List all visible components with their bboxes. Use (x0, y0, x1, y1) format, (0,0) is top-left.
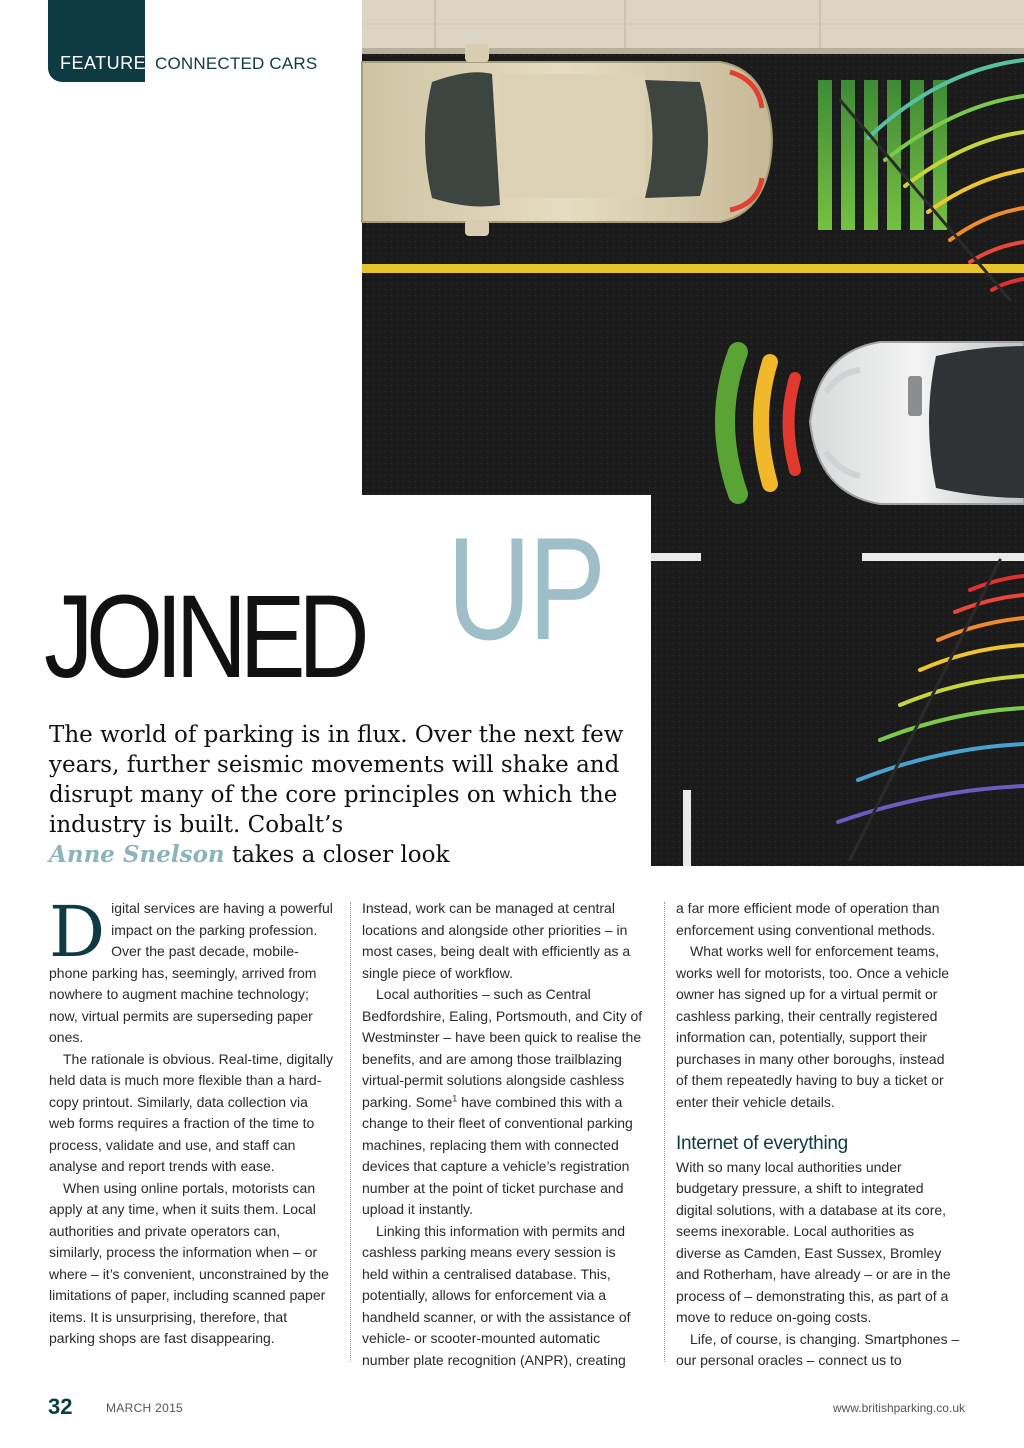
paragraph: a far more efficient mode of operation than enforcement using conventional methods. (676, 900, 940, 938)
paragraph: igital services are having a powerful impact on the parking profession. Over the past decade, mobile-phone parking has, seemingly, arrived from nowhere to augment machine technology; now, virtual permits are superseding paper ones. (49, 900, 333, 1045)
column-1 (49, 891, 334, 1350)
feature-label: FEATURE (48, 0, 145, 82)
paragraph (362, 984, 646, 1221)
paragraph: When using online portals, motorists can apply at any time, when it suits them. Local authorities and private operators can, similarly, process the information when – or where – it’s convenient, unconstrained by the limitations of paper, including scanned paper items. It is unsurprising, therefore, that parking shops are fast disappearing. (49, 1179, 329, 1346)
topic-label: CONNECTED CARS (155, 54, 318, 73)
website-url[interactable]: www.britishparking.co.uk (832, 1401, 965, 1415)
column-2 (362, 898, 646, 1371)
standfirst-text: The world of parking is in flux. Over the next few years, further seismic movements will shake and disrupt many of the core principles on which the industry is built. Cobalt’s (49, 722, 624, 838)
headline-accent: UP (447, 507, 603, 670)
drop-cap: D (49, 891, 106, 973)
subheading: Internet of everything (676, 1133, 848, 1154)
beige-car (362, 44, 772, 236)
paragraph-text: have combined this with a change to their fleet of conventional parking machines, replacing them with connected devices that capture a vehicle’s registration number at the point of ticket purchase and upload it instantly. (362, 1093, 633, 1217)
paragraph: Linking this information with permits and cashless parking means every session is held within a centralised database. This, potentially, allows for enforcement via a handheld scanner, or with the assistance of vehicle- or scooter-mounted automatic number plate recognition (ANPR), creating (362, 1222, 631, 1368)
column-divider (664, 902, 665, 1362)
paragraph: With so many local authorities under budgetary pressure, a shift to integrated digital solutions, with a database at its core, seems inexorable. Local authorities as diverse as Camden, East Sussex, Bromley and Rotherham, have already – or are in the process of – demonstrating this, as part of a move to reduce on-going costs. (676, 1158, 951, 1325)
author-byline: Anne Snelson (49, 841, 225, 868)
pavement (362, 0, 1024, 54)
column-divider (350, 902, 351, 1362)
paragraph-text: Local authorities – such as Central Bedfordshire, Ealing, Portsmouth, and City of Westminster – have been quick to realise the benefits, and are among those trailblazing virtual-permit solutions alongside cashless parking. Some (362, 986, 643, 1110)
road-line (362, 264, 1024, 273)
issue-date: MARCH 2015 (106, 1401, 184, 1415)
article-body (49, 891, 967, 1368)
column-3 (676, 898, 960, 1372)
standfirst-tail: takes a closer look (231, 842, 450, 868)
silver-car (810, 342, 1024, 504)
standfirst (49, 720, 629, 870)
footnote-marker: 1 (452, 1092, 458, 1103)
section-tag (48, 0, 317, 82)
page-number: 32 (48, 1394, 73, 1419)
paragraph: What works well for enforcement teams, works well for motorists, too. Once a vehicle owner has signed up for a virtual permit or cashless parking, their centrally registered information can, potentially, support their purchases in many other boroughs, instead of them repeatedly having to buy a ticket or enter their vehicle details. (676, 943, 950, 1110)
paragraph: Instead, work can be managed at central locations and alongside other priorities – in most cases, being dealt with efficiently as a single piece of workflow. (362, 900, 631, 981)
paragraph: Life, of course, is changing. Smartphones – our personal oracles – connect us to (676, 1330, 960, 1368)
headline-main: JOINED (44, 571, 363, 703)
paragraph: The rationale is obvious. Real-time, digitally held data is much more flexible than a hard-copy printout. Similarly, data collection via web forms requires a fraction of the time to process, validate and use, and staff can analyse and report trends with ease. (49, 1050, 334, 1174)
